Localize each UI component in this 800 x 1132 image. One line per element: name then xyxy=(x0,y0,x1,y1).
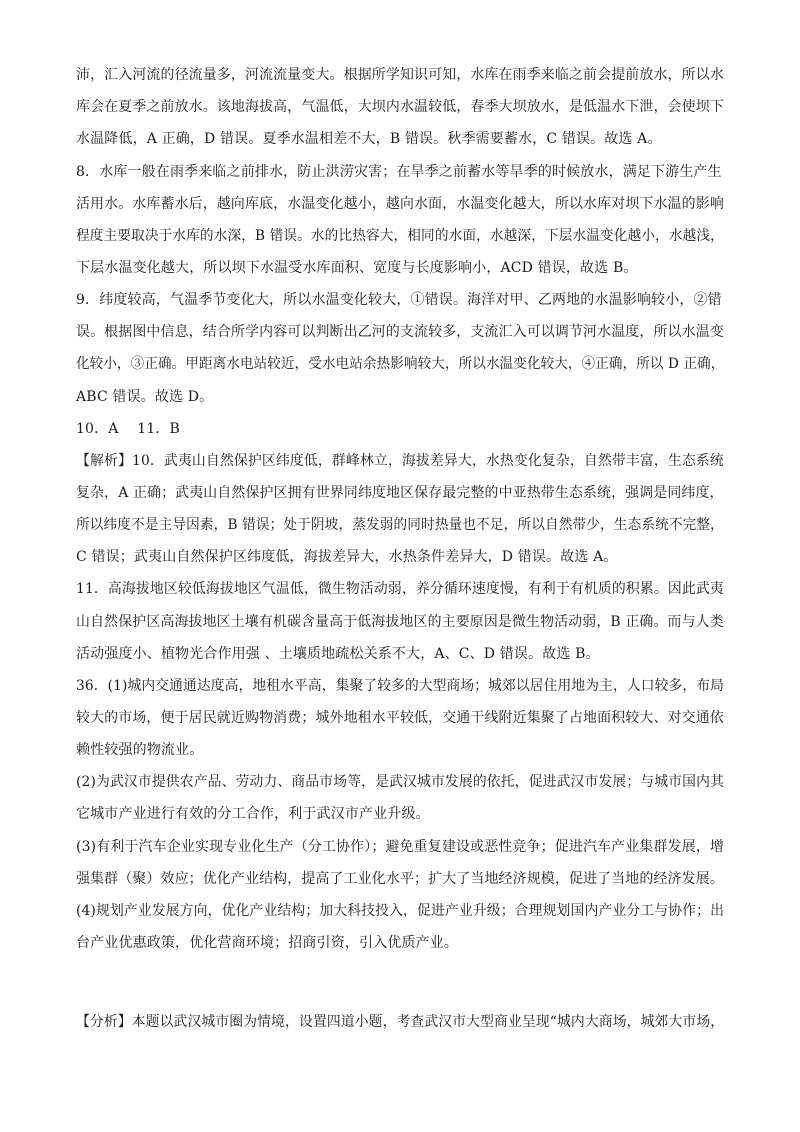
text-line: 8．水库一般在雨季来临之前排水，防止洪涝灾害；在旱季之前蓄水等旱季的时候放水，满足下游生产生 xyxy=(76,164,722,180)
text-line: (4)规划产业发展方向，优化产业结构；加大科技投入，促进产业升级；合理规划国内产业分工与协作；出 xyxy=(76,903,725,919)
text-line: 强集群（聚）效应；优化产业结构，提高了工业化水平；扩大了当地经济规模，促进了当地的经济发展。 xyxy=(76,871,724,887)
text-line: 误。根据图中信息，结合所学内容可以判断出乙河的支流较多，支流汇入可以调节河水温度，所以水温变 xyxy=(76,324,724,340)
text-line: 它城市产业进行有效的分工合作，利于武汉市产业升级。 xyxy=(76,806,430,822)
text-line: 库会在夏季之前放水。该地海拔高，气温低，大坝内水温较低，春季大坝放水，是低温水下泄，会使坝下 xyxy=(76,99,724,115)
text-line: 9．纬度较高，气温季节变化大，所以水温变化较大，①错误。海洋对甲、乙两地的水温影响较小，②错 xyxy=(76,292,722,308)
text-line: 10．A 11．B xyxy=(76,421,180,437)
text-line: 活动强度小、植物光合作用强 、土壤质地疏松关系不大，A、C、D 错误。故选 B。 xyxy=(76,646,600,662)
text-line: 台产业优惠政策，优化营商环境；招商引资，引入优质产业。 xyxy=(76,935,459,951)
text-line: 水温降低，A 正确，D 错误。夏季水温相差不大，B 错误。秋季需要蓄水，C 错误。故选 A。 xyxy=(76,131,662,147)
text-line: 山自然保护区高海拔地区土壤有机碳含量高于低海拔地区的主要原因是微生物活动弱，B 正确。而与人类 xyxy=(76,614,724,630)
text-line: 下层水温变化越大，所以坝下水温受水库面积、宽度与长度影响小，ACD 错误，故选 B。 xyxy=(76,260,638,276)
text-line: 活用水。水库蓄水后，越向库底，水温变化越小，越向水面，水温变化越大，所以水库对坝下水温的影响 xyxy=(76,196,724,212)
text-line: C 错误；武夷山自然保护区纬度低，海拔差异大，水热条件差异大，D 错误。故选 A。 xyxy=(76,549,618,565)
text-line: 程度主要取决于水库的水深，B 错误。水的比热容大，相同的水面，水越深，下层水温变化越小，水越浅， xyxy=(76,228,724,244)
text-line: 较大的市场，便于居民就近购物消费；城外地租水平较低，交通干线附近集聚了占地面积较大、对交通依 xyxy=(76,710,724,726)
text-line: (3)有利于汽车企业实现专业化生产（分工协作）；避免重复建设或恶性竞争；促进汽车产业集群发展，增 xyxy=(76,839,725,855)
text-line: (2)为武汉市提供农产品、劳动力、商品市场等，是武汉城市发展的依托，促进武汉市发展；与城市国内其 xyxy=(76,774,725,790)
text-line: 沛，汇入河流的径流量多，河流流量变大。根据所学知识可知，水库在雨季来临之前会提前放水，所以水 xyxy=(76,67,724,83)
text-line: 36．(1)城内交通通达度高，地租水平高，集聚了较多的大型商场；城郊以居住用地为主，人口较多，布局 xyxy=(76,678,724,694)
text-line: 【解析】10．武夷山自然保护区纬度低，群峰林立，海拔差异大，水热变化复杂，自然带丰富，生态系统 xyxy=(76,453,724,469)
text-line: 化较小，③正确。甲距离水电站较近，受水电站余热影响较大，所以水温变化较大，④正确，所以 D 正确， xyxy=(76,356,725,372)
text-line: 【分析】本题以武汉城市圈为情境，设置四道小题，考查武汉市大型商业呈现“城内大商场，城郊大市场， xyxy=(76,1014,725,1030)
text-line: 复杂，A 正确；武夷山自然保护区拥有世界同纬度地区保存最完整的中亚热带生态系统，强调是同纬度， xyxy=(76,485,724,501)
text-line: ABC 错误。故选 D。 xyxy=(76,389,214,405)
text-line: 11．高海拔地区较低海拔地区气温低，微生物活动弱，养分循环速度慢，有利于有机质的积累。因此武夷 xyxy=(76,581,724,597)
text-line: 所以纬度不是主导因素，B 错误；处于阴坡，蒸发弱的同时热量也不足，所以自然带少，生态系统不完整， xyxy=(76,517,724,533)
text-line: 赖性较强的物流业。 xyxy=(76,742,204,758)
